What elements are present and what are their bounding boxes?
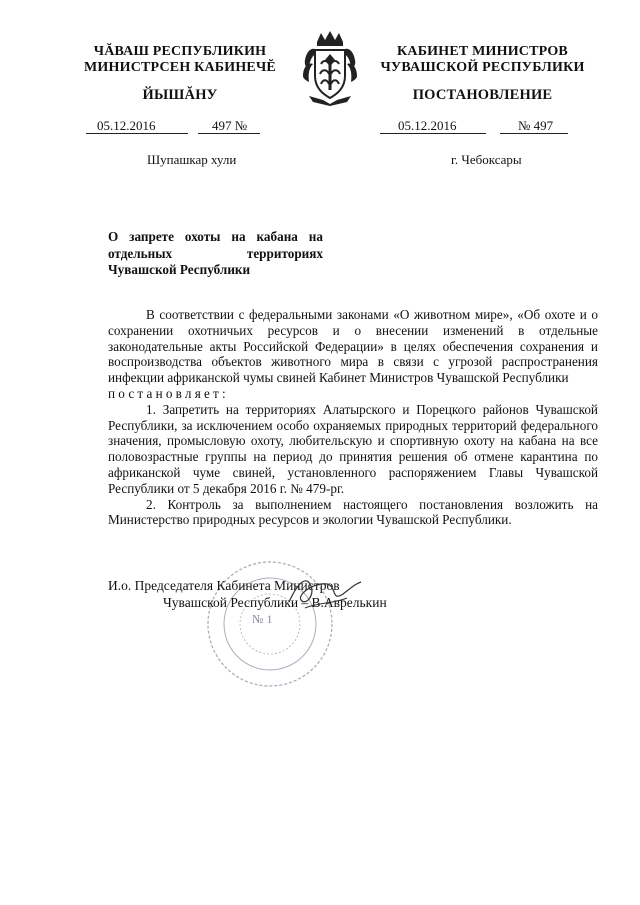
signature-org: Чувашской Республики – xyxy=(163,595,309,610)
body-item-1: 1. Запретить на территориях Алатырского и Порецкого районов Чувашской Республики, за исключением особо охраняемых природных территорий федерального значения, промысловую охоту, любительскую и спортивную охоту на кабана на все половозрастные группы на период до принятия решения об отмене карантина по африканской чуме свиней, установленного распоряжением Главы Чувашской Республики от 5 декабря 2016 г. № 479-рг. xyxy=(108,401,598,496)
header-right-line1: КАБИНЕТ МИНИСТРОВ xyxy=(397,44,568,59)
place-left: Шупашкар хули xyxy=(147,152,237,167)
document-body xyxy=(108,307,598,528)
stamp-number: № 1 xyxy=(252,612,273,626)
signature-line-1: И.о. Председателя Кабинета Министров xyxy=(108,578,340,593)
header-left-line2: МИНИСТРСЕН КАБИНЕЧĔ xyxy=(84,60,276,75)
header-left-doc-type: ЙЫШĂНУ xyxy=(142,87,218,103)
right-number-underline xyxy=(500,133,568,134)
left-number-underline xyxy=(198,133,260,134)
right-number: № 497 xyxy=(518,118,554,133)
document-title: О запрете охоты на кабана на отдельных территориях Чувашской Республики xyxy=(108,229,323,277)
left-date: 05.12.2016 xyxy=(97,118,156,133)
body-item-2: 2. Контроль за выполнением настоящего постановления возложить на Министерство природных ресурсов и экологии Чувашской Республики. xyxy=(108,496,598,528)
handwritten-signature-icon xyxy=(285,572,365,614)
header-right-line2: ЧУВАШСКОЙ РЕСПУБЛИКИ xyxy=(380,60,585,75)
right-date: 05.12.2016 xyxy=(398,118,457,133)
body-intro: В соответствии с федеральными законами «О животном мире», «Об охоте и о сохранении охотничьих ресурсов и о внесении изменений в отдельные законодательные акты Российской Федерации» в целях обеспечения сохранения и воспроизводства объектов животного мира в связи с угрозой распространения инфекции африканской чумы свиней Кабинет Министров Чувашской Республики xyxy=(108,307,598,386)
place-right: г. Чебоксары xyxy=(451,152,522,167)
left-number: 497 № xyxy=(212,118,248,133)
header-right-org xyxy=(365,44,600,76)
header-left-org xyxy=(60,44,300,76)
signature-name: В.Аврелькин xyxy=(311,595,387,610)
header-right-doc-type: ПОСТАНОВЛЕНИЕ xyxy=(412,87,553,103)
coat-of-arms-icon xyxy=(301,30,359,106)
header-left-line1: ЧĂВАШ РЕСПУБЛИКИН xyxy=(93,44,267,59)
right-date-underline xyxy=(380,133,486,134)
body-decree-word: постановляет: xyxy=(108,385,229,401)
left-date-underline xyxy=(86,133,188,134)
